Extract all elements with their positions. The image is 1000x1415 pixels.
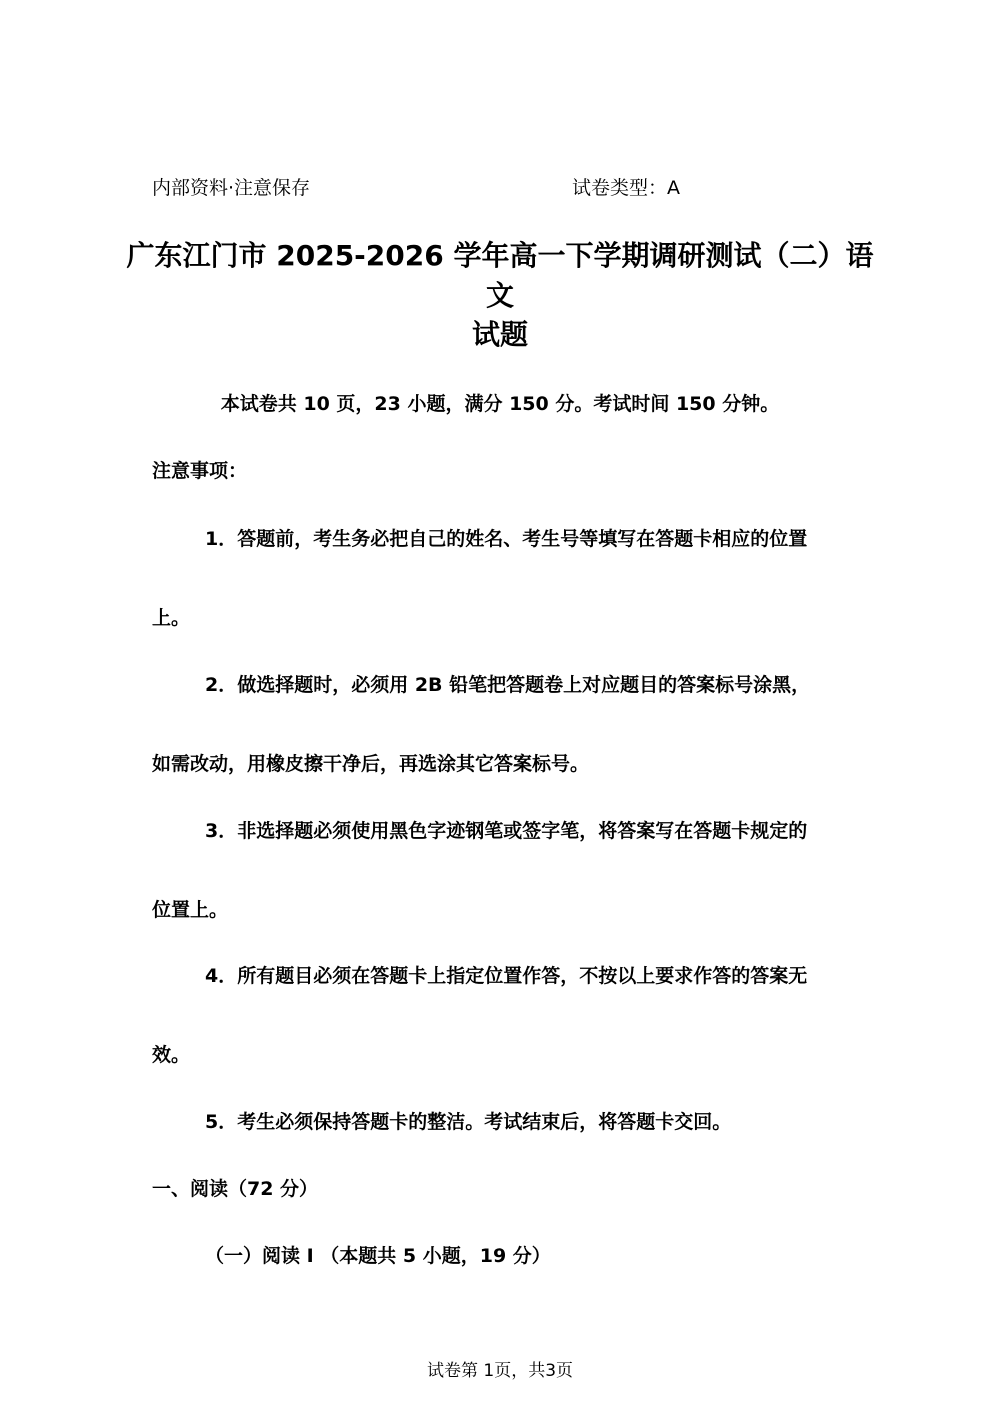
note-item-1: 1．答题前，考生务必把自己的姓名、考生号等填写在答题卡相应的位置	[205, 528, 808, 550]
note-item-3: 3．非选择题必须使用黑色字迹钢笔或签字笔，将答案写在答题卡规定的	[205, 820, 808, 842]
note-item-2: 2．做选择题时，必须用 2B 铅笔把答题卷上对应题目的答案标号涂黑，	[205, 674, 811, 696]
paper-type-label: 试卷类型：A	[572, 177, 680, 199]
note-item-5: 5．考生必须保持答题卡的整洁。考试结束后，将答题卡交回。	[205, 1111, 732, 1133]
subsection-heading: （一）阅读 I （本题共 5 小题，19 分）	[205, 1245, 551, 1267]
section-heading: 一、阅读（72 分）	[152, 1178, 319, 1200]
note-item-1-cont: 上。	[152, 607, 191, 629]
exam-title-line2: 试题	[471, 318, 528, 351]
confidential-label: 内部资料·注意保存	[152, 177, 311, 199]
note-item-3-cont: 位置上。	[152, 899, 229, 921]
note-item-2-cont: 如需改动，用橡皮擦干净后，再选涂其它答案标号。	[152, 753, 590, 775]
note-item-4: 4．所有题目必须在答题卡上指定位置作答，不按以上要求作答的答案无	[205, 965, 808, 987]
notes-heading: 注意事项：	[152, 460, 248, 482]
exam-info: 本试卷共 10 页，23 小题，满分 150 分。考试时间 150 分钟。	[220, 393, 780, 415]
page-footer: 试卷第 1页，共3页	[426, 1361, 574, 1381]
exam-title-line1: 广东江门市 2025-2026 学年高一下学期调研测试（二）语文	[126, 239, 874, 312]
note-item-4-cont: 效。	[152, 1044, 191, 1066]
